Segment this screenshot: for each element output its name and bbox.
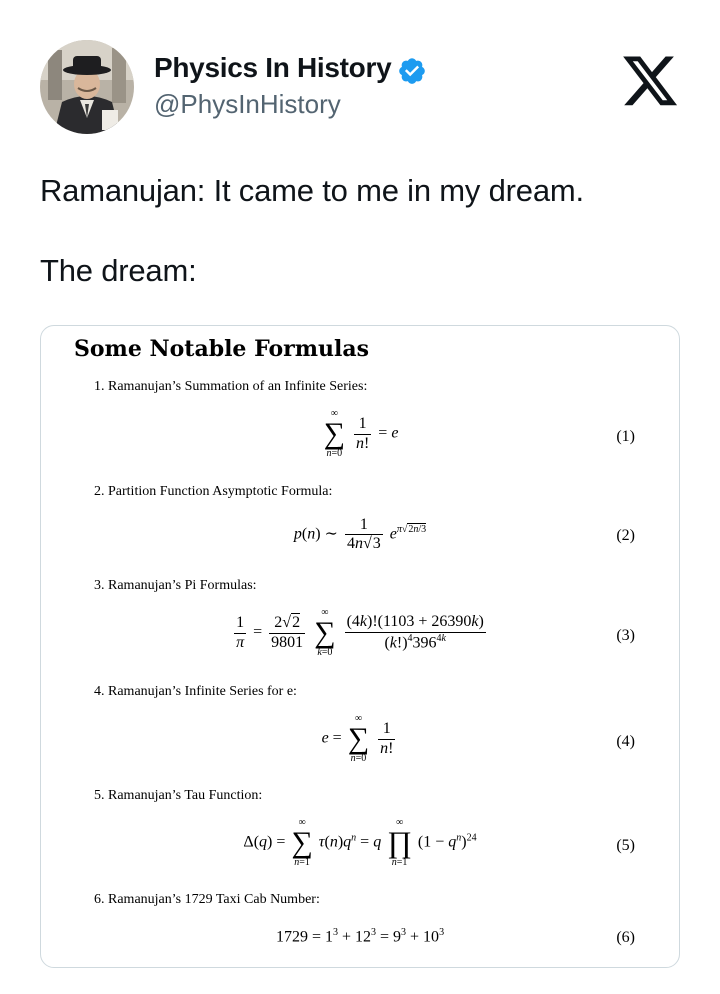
tweet-media-image[interactable] — [40, 325, 680, 968]
formula-5: Δ(q) = ∞ ∑ n=1 $\tau(n)q^n = q$ ∞ ∏ n=1 $(1 - q^n)^{24}$ — [243, 817, 477, 868]
equation-number-3: (3) — [616, 627, 635, 644]
tweet-text-line-1: Ramanujan: It came to me in my dream. — [40, 173, 584, 208]
author-display-name[interactable]: Physics In History — [154, 52, 392, 83]
formula-heading-1: 1. Ramanujan’s Summation of an Infinite Series: — [94, 379, 368, 394]
equation-number-1: (1) — [616, 428, 635, 445]
x-logo-icon[interactable] — [620, 56, 680, 112]
verified-badge-icon — [397, 56, 427, 86]
formula-heading-2: 2. Partition Function Asymptotic Formula: — [94, 484, 333, 499]
formula-4: e = ∞ ∑ n=0 $\frac{1}{n!}$ — [321, 713, 394, 764]
document-title: Some Notable Formulas — [74, 336, 370, 362]
author-handle[interactable]: @PhysInHistory — [154, 89, 341, 119]
equation-number-5: (5) — [616, 837, 635, 854]
formula-heading-6: 6. Ramanujan’s 1729 Taxi Cab Number: — [94, 892, 320, 907]
formula-heading-4: 4. Ramanujan’s Infinite Series for e: — [94, 684, 297, 699]
tweet-text-line-2: The dream: — [40, 253, 197, 288]
formula-1: ∞ ∑ n=0 $\frac{1}{n!}$ = e — [323, 408, 399, 459]
formula-6: $1729 = 1^3 + 12^3 = 9^3 + 10^3$ — [275, 927, 445, 946]
formula-2: p(n) ∼ $\frac{1}{4n√3}$ $e^{\pi√2n/3}$ — [293, 516, 427, 553]
avatar[interactable] — [40, 40, 134, 134]
equation-number-2: (2) — [616, 527, 635, 544]
formula-3: $\frac{1}{\pi}$ = $\frac{2√2}{9801}$ ∞ ∑ k=0 $\frac{(4k)!(1103 + 26390k)}{(k!)^4396^{4k}}$ — [236, 607, 484, 658]
equation-number-6: (6) — [616, 929, 635, 946]
avatar-portrait-image — [40, 40, 134, 134]
formula-heading-3: 3. Ramanujan’s Pi Formulas: — [94, 578, 257, 593]
equation-number-4: (4) — [616, 733, 635, 750]
formula-heading-5: 5. Ramanujan’s Tau Function: — [94, 788, 263, 803]
